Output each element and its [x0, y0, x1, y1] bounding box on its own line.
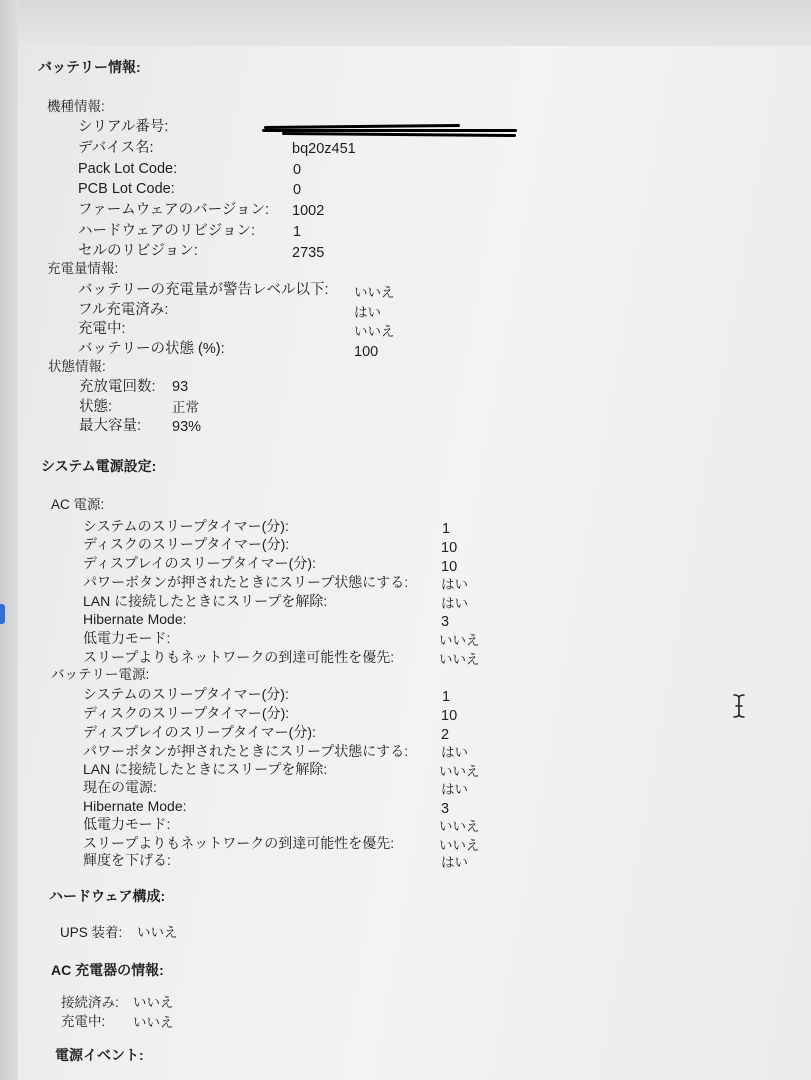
low-charge-warning-label: バッテリーの充電量が警告レベル以下: [78, 282, 329, 298]
charger-charging-value: いいえ [133, 1015, 174, 1030]
ac-system-sleep-value: 1 [442, 521, 451, 537]
bat-disk-sleep-label: ディスクのスリープタイマー(分): [83, 705, 290, 721]
pcb-lot-label: PCB Lot Code: [78, 181, 175, 197]
bat-hibernate-mode-value: 3 [441, 801, 450, 817]
section-power-events-heading: 電源イベント: [55, 1047, 144, 1063]
section-battery-heading: バッテリー情報: [38, 59, 141, 75]
bat-low-power-mode-value: いいえ [439, 819, 480, 834]
bat-network-priority-value: いいえ [439, 838, 480, 853]
device-name-value: bq20z451 [292, 141, 356, 157]
condition-label: 状態: [79, 399, 113, 415]
charger-connected-label: 接続済み: [61, 995, 119, 1010]
ac-disk-sleep-value: 10 [441, 540, 458, 556]
bat-hibernate-mode-label: Hibernate Mode: [83, 798, 187, 814]
pcb-lot-value: 0 [293, 182, 302, 198]
hardware-rev-value: 1 [293, 224, 302, 240]
ac-display-sleep-value: 10 [441, 559, 458, 575]
ac-network-priority-value: いいえ [439, 652, 480, 667]
charging-label: 充電中: [78, 321, 126, 337]
edge-indicator [0, 604, 5, 624]
bat-low-power-mode-label: 低電力モード: [83, 816, 171, 832]
cycle-count-value: 93 [172, 379, 189, 395]
cell-rev-label: セルのリビジョン: [78, 243, 198, 259]
section-charger-heading: AC 充電器の情報: [51, 962, 164, 978]
ac-low-power-mode-label: 低電力モード: [83, 630, 171, 646]
window-top-band [0, 0, 811, 46]
window-left-edge [0, 0, 18, 1080]
ac-display-sleep-label: ディスプレイのスリープタイマー(分): [83, 555, 316, 571]
pack-lot-label: Pack Lot Code: [78, 161, 178, 177]
pack-lot-value: 0 [293, 162, 302, 178]
current-power-source-label: 現在の電源: [83, 779, 157, 795]
ac-low-power-mode-value: いいえ [439, 633, 480, 648]
fully-charged-label: フル充電済み: [78, 302, 169, 318]
condition-value: 正常 [172, 400, 199, 415]
bat-disk-sleep-value: 10 [441, 708, 458, 724]
battery-power-heading: バッテリー電源: [51, 667, 150, 682]
current-power-source-value: はい [441, 782, 468, 797]
max-capacity-label: 最大容量: [79, 418, 142, 434]
battery-condition-label: バッテリーの状態 (%): [78, 341, 225, 357]
health-info-heading: 状態情報: [48, 359, 106, 374]
bat-wake-on-lan-label: LAN に接続したときにスリープを解除: [83, 761, 328, 777]
section-power-settings-heading: システム電源設定: [41, 458, 157, 474]
max-capacity-value: 93% [172, 419, 202, 435]
device-name-label: デバイス名: [78, 140, 154, 156]
firmware-value: 1002 [292, 203, 325, 219]
cycle-count-label: 充放電回数: [79, 379, 156, 395]
ac-hibernate-mode-label: Hibernate Mode: [83, 611, 187, 627]
battery-condition-value: 100 [354, 344, 379, 360]
bat-power-button-sleep-value: はい [441, 745, 468, 760]
hardware-rev-label: ハードウェアのリビジョン: [78, 223, 256, 239]
text-cursor-icon [731, 693, 747, 719]
ac-system-sleep-label: システムのスリープタイマー(分): [83, 518, 289, 534]
bat-power-button-sleep-label: パワーボタンが押されたときにスリープ状態にする: [83, 743, 409, 759]
fully-charged-value: はい [354, 305, 381, 320]
ac-disk-sleep-label: ディスクのスリープタイマー(分): [83, 536, 290, 552]
reduce-brightness-label: 輝度を下げる: [83, 852, 171, 868]
low-charge-warning-value: いいえ [354, 285, 395, 300]
ac-power-heading: AC 電源: [51, 497, 105, 512]
bat-system-sleep-label: システムのスリープタイマー(分): [83, 686, 289, 702]
reduce-brightness-value: はい [441, 855, 468, 870]
ac-power-button-sleep-value: はい [441, 577, 468, 592]
charger-connected-value: いいえ [133, 995, 174, 1010]
firmware-label: ファームウェアのバージョン: [78, 202, 270, 218]
bat-network-priority-label: スリープよりもネットワークの到達可能性を優先: [83, 835, 395, 851]
bat-display-sleep-value: 2 [441, 727, 450, 743]
bat-display-sleep-label: ディスプレイのスリープタイマー(分): [83, 724, 316, 740]
bat-wake-on-lan-value: いいえ [439, 764, 480, 779]
section-hardware-heading: ハードウェア構成: [49, 888, 166, 904]
charger-charging-label: 充電中: [61, 1014, 106, 1029]
serial-redaction-mark [262, 124, 520, 138]
ups-installed-label: UPS 装着: [60, 925, 123, 940]
bat-system-sleep-value: 1 [442, 689, 451, 705]
ac-power-button-sleep-label: パワーボタンが押されたときにスリープ状態にする: [83, 574, 409, 590]
charge-info-heading: 充電量情報: [47, 261, 119, 276]
ac-wake-on-lan-label: LAN に接続したときにスリープを解除: [83, 593, 328, 609]
model-info-heading: 機種情報: [47, 99, 105, 114]
serial-label: シリアル番号: [78, 119, 169, 135]
ac-hibernate-mode-value: 3 [441, 614, 450, 630]
ac-network-priority-label: スリープよりもネットワークの到達可能性を優先: [83, 649, 395, 665]
cell-rev-value: 2735 [292, 245, 325, 261]
charging-value: いいえ [354, 324, 395, 339]
ac-wake-on-lan-value: はい [441, 596, 468, 611]
ups-installed-value: いいえ [137, 925, 178, 940]
